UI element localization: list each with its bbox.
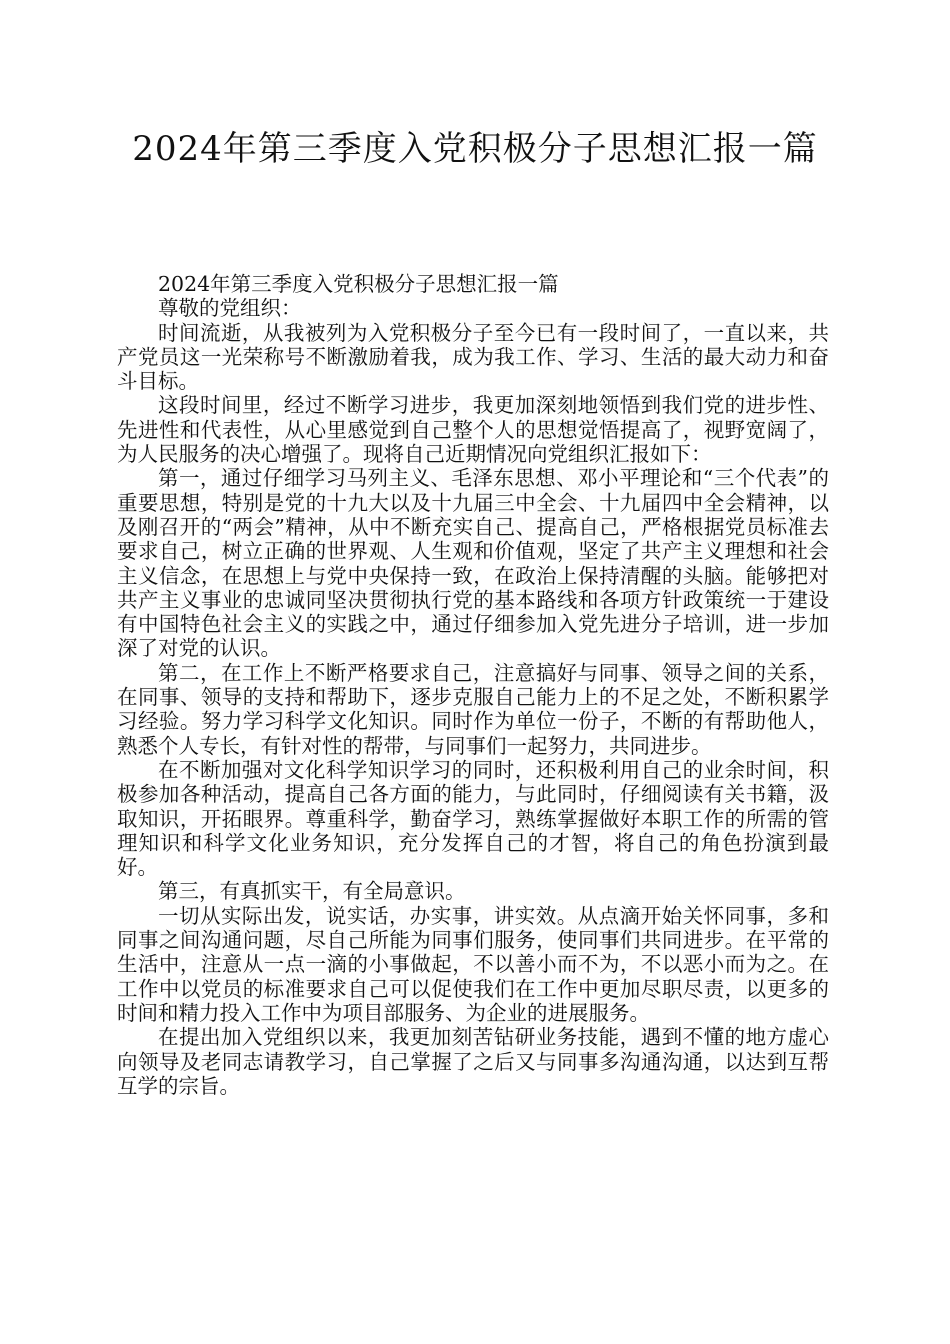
subtitle-paragraph: 2024年第三季度入党积极分子思想汇报一篇 bbox=[158, 272, 559, 296]
document-body bbox=[117, 272, 829, 1098]
body-paragraph: 一切从实际出发，说实话，办实事，讲实效。从点滴开始关怀同事，多和同事之间沟通问题，尽自己所能为同事们服务，使同事们共同进步。在平常的生活中，注意从一点一滴的小事做起，不以善小而不为，不以恶小而为之。在工作中以党员的标准要求自己可以促使我们在工作中更加尽职尽责，以更多的时间和精力投入工作中为项目部服务、为企业的进展服务。 bbox=[117, 903, 829, 1025]
body-paragraph: 第二，在工作上不断严格要求自己，注意搞好与同事、领导之间的关系，在同事、领导的支持和帮助下，逐步克服自己能力上的不足之处，不断积累学习经验。努力学习科学文化知识。同时作为单位一份子，不断的有帮助他人，熟悉个人专长，有针对性的帮带，与同事们一起努力，共同进步。 bbox=[117, 660, 829, 758]
body-paragraph: 第三，有真抓实干，有全局意识。 bbox=[158, 879, 466, 904]
body-paragraph: 第一，通过仔细学习马列主义、毛泽东思想、邓小平理论和“三个代表”的重要思想，特别是党的十九大以及十九届三中全会、十九届四中全会精神，以及刚召开的“两会”精神，从中不断充实自己、提高自己，严格根据党员标准去要求自己，树立正确的世界观、人生观和价值观，坚定了共产主义理想和社会主义信念，在思想上与党中央保持一致，在政治上保持清醒的头脑。能够把对共产主义事业的忠诚同坚决贯彻执行党的基本路线和各项方针政策统一于建设有中国特色社会主义的实践之中，通过仔细参加入党先进分子培训，进一步加深了对党的认识。 bbox=[117, 466, 829, 661]
body-paragraph: 时间流逝，从我被列为入党积极分子至今已有一段时间了，一直以来，共产党员这一光荣称号不断激励着我，成为我工作、学习、生活的最大动力和奋斗目标。 bbox=[117, 320, 829, 394]
body-paragraph: 在不断加强对文化科学知识学习的同时，还积极利用自己的业余时间，积极参加各种活动，提高自己各方面的能力，与此同时，仔细阅读有关书籍，汲取知识，开拓眼界。尊重科学，勤奋学习，熟练掌握做好本职工作的所需的管理知识和科学文化业务知识，充分发挥自己的才智，将自己的角色扮演到最好。 bbox=[117, 757, 829, 880]
body-paragraph: 这段时间里，经过不断学习进步，我更加深刻地领悟到我们党的进步性、先进性和代表性，从心里感觉到自己整个人的思想觉悟提高了，视野宽阔了，为人民服务的决心增强了。现将自己近期情况向党组织汇报如下： bbox=[117, 393, 829, 467]
document-title: 2024年第三季度入党积极分子思想汇报一篇 bbox=[132, 129, 818, 169]
salutation-paragraph: 尊敬的党组织： bbox=[158, 296, 302, 321]
body-paragraph: 在提出加入党组织以来，我更加刻苦钻研业务技能，遇到不懂的地方虚心向领导及老同志请教学习，自己掌握了之后又与同事多沟通沟通，以达到互帮互学的宗旨。 bbox=[117, 1025, 829, 1098]
